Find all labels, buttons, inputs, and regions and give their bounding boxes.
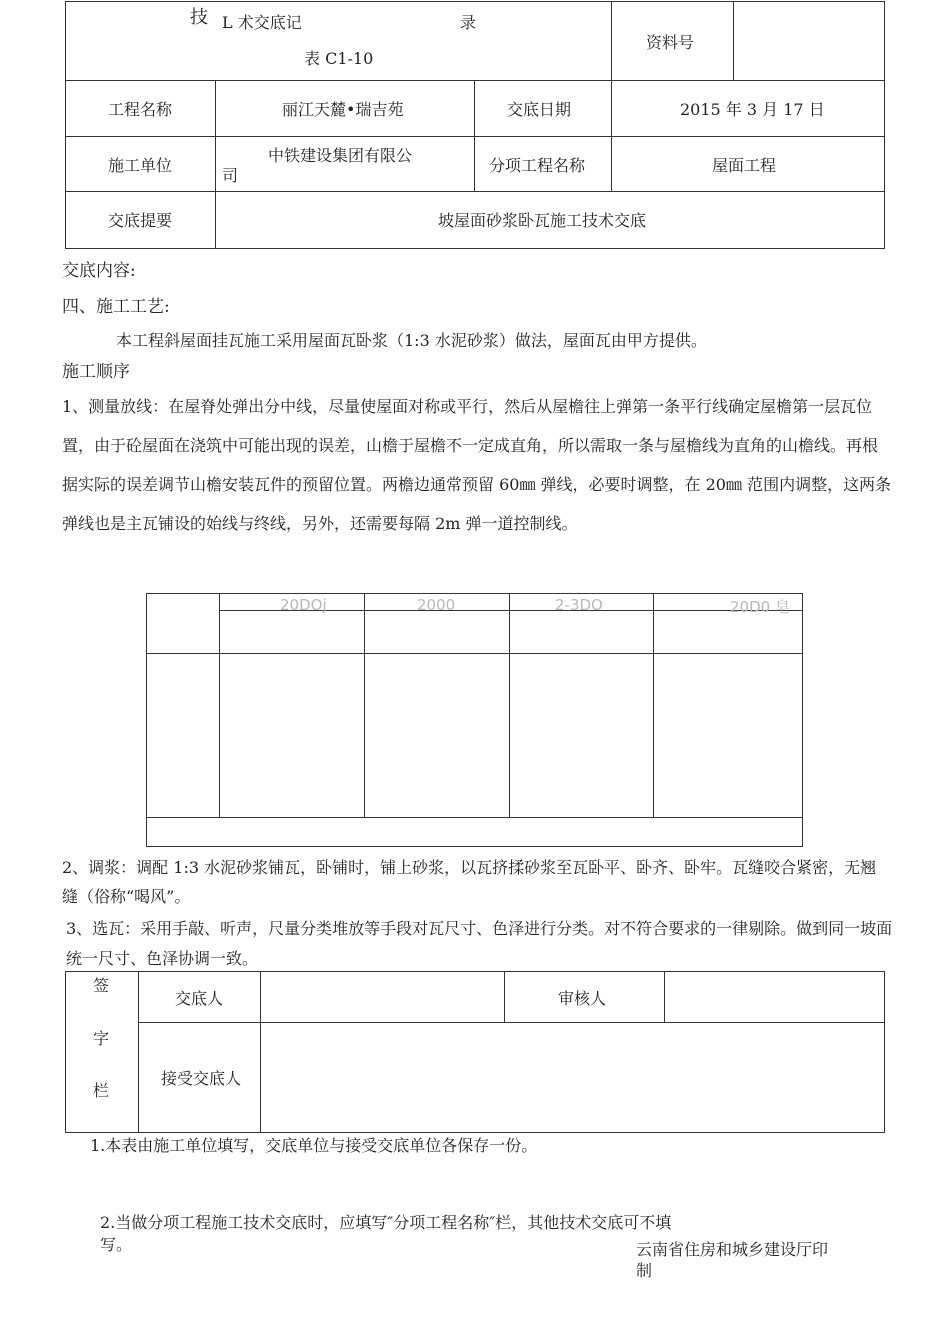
section-title: 四、施工工艺:: [62, 297, 170, 317]
title-part-3: 录: [460, 13, 477, 32]
receiver-label: 接受交底人: [161, 1069, 242, 1088]
sequence-title: 施工顺序: [62, 362, 130, 382]
date-value: 2015 年 3 月 17 日: [680, 100, 825, 119]
contractor-label: 施工单位: [108, 156, 173, 175]
title-part-1: 技: [190, 7, 208, 28]
issuer-label: 交底人: [175, 989, 224, 1008]
contractor-value-line1: 中铁建设集团有限公: [268, 146, 413, 165]
signature-column-label-2: 字: [93, 1029, 110, 1048]
note-2-line-2: 写。: [100, 1235, 133, 1254]
doc-number-label: 资料号: [646, 33, 695, 52]
publisher-line-1: 云南省住房和城乡建设厅印: [636, 1240, 829, 1259]
dimension-label-3: 2-3DO: [555, 596, 603, 614]
publisher-line-2: 制: [636, 1261, 653, 1280]
title-part-2: L 术交底记: [222, 13, 302, 32]
reviewer-label: 审核人: [558, 989, 607, 1008]
note-2-line-1: 2.当做分项工程施工技术交底时，应填写″分项工程名称″栏，其他技术交底可不填: [100, 1213, 672, 1232]
sub-project-value: 屋面工程: [712, 156, 777, 175]
step-2-paragraph: 2、调浆：调配 1:3 水泥砂浆铺瓦，卧铺时，铺上砂浆，以瓦挤揉砂浆至瓦卧平、卧齐、卧牢。瓦缝咬合紧密，无翘缝（俗称“喝风”。: [62, 858, 877, 906]
contractor-value-line2: 司: [222, 166, 239, 185]
dimension-label-1: 20DOj: [280, 596, 327, 614]
summary-value: 坡屋面砂浆卧瓦施工技术交底: [438, 211, 647, 230]
signature-column-label-3: 栏: [93, 1081, 110, 1100]
date-label: 交底日期: [507, 100, 572, 119]
dimension-label-4: 20D0 皂: [730, 598, 790, 616]
note-1: 1.本表由施工单位填写，交底单位与接受交底单位各保存一份。: [90, 1136, 538, 1155]
step-3-paragraph: 3、选瓦：采用手敲、听声，尺量分类堆放等手段对瓦尺寸、色泽进行分类。对不符合要求的一律剔除。做到同一坡面统一尺寸、色泽协调一致。: [66, 919, 893, 968]
form-number: 表 C1-10: [304, 49, 374, 68]
step-1-paragraph: 1、测量放线：在屋脊处弹出分中线，尽量使屋面对称或平行，然后从屋檐往上弹第一条平行线确定屋檐第一层瓦位置，由于砼屋面在浇筑中可能出现的误差，山檐于屋檐不一定成直角，所以需取一条与屋檐线为直角的山檐线。再根据实际的误差调节山檐安装瓦件的预留位置。两檐边通常预留 60㎜ 弹线，必要时调整，在 20㎜ 范围内调整，这两条弹线也是主瓦铺设的始线与终线，另外，还需要每隔 2m 弹一道控制线。: [62, 397, 892, 533]
intro-paragraph: 本工程斜屋面挂瓦施工采用屋面瓦卧浆（1:3 水泥砂浆）做法，屋面瓦由甲方提供。: [116, 331, 707, 350]
content-label: 交底内容:: [62, 261, 136, 281]
signature-column-label-1: 签: [93, 976, 110, 995]
sub-project-label: 分项工程名称: [489, 156, 586, 175]
project-name-label: 工程名称: [108, 100, 173, 119]
dimension-label-2: 2000: [417, 596, 456, 614]
summary-label: 交底提要: [108, 211, 173, 230]
project-name-value: 丽江天麓•瑞吉苑: [282, 100, 404, 119]
